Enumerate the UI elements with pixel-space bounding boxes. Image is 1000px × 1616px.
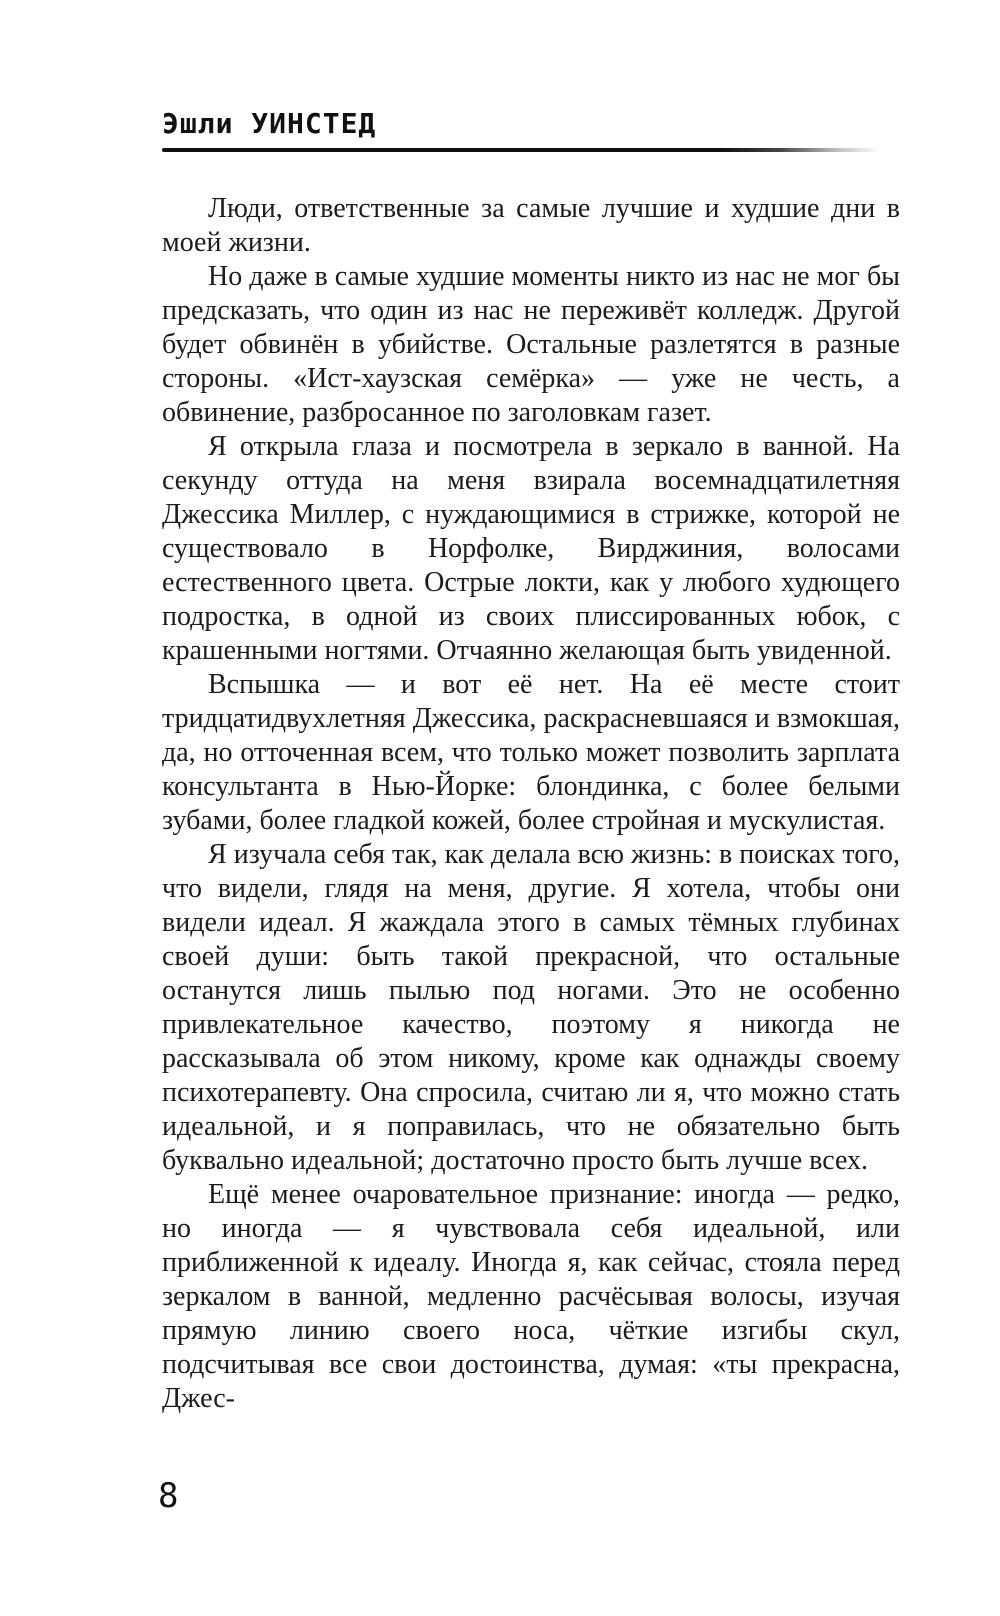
paragraph: Люди, ответственные за самые лучшие и худшие дни в моей жизни. [162,193,900,258]
paragraph: Но даже в самые худшие моменты никто из нас не мог бы предсказать, что один из нас не переживёт колледж. Другой будет обвинён в убийстве. Остальные разлетятся в разные стороны. «Ист-хаузская семёрка» — уже не честь, а обвинение, разбросанное по заголовкам газет. [162,261,900,428]
page-number: 8 [158,1476,179,1516]
paragraph: Ещё менее очаровательное признание: иногда — редко, но иногда — я чувствовала себя идеальной, или приближенной к идеалу. Иногда я, как сейчас, стояла перед зеркалом в ванной, медленно расчёсывая волосы, изучая прямую линию своего носа, чёткие изгибы скул, подсчитывая все свои достоинства, думая: «ты прекрасна, Джес- [162,1179,900,1414]
body-text [162,192,900,1416]
paragraph: Я изучала себя так, как делала всю жизнь: в поисках того, что видели, глядя на меня, другие. Я хотела, чтобы они видели идеал. Я жаждала этого в самых тёмных глубинах своей души: быть такой прекрасной, что остальные останутся лишь пылью под ногами. Это не особенно привлекательное качество, поэтому я никогда не рассказывала об этом никому, кроме как однажды своему психотерапевту. Она спросила, считаю ли я, что можно стать идеальной, и я поправилась, что не обязательно быть буквально идеальной; достаточно просто быть лучше всех. [162,839,900,1176]
running-head-author: Эшли УИНСТЕД [162,107,377,140]
paragraph: Вспышка — и вот её нет. На её месте стоит тридцатидвухлетняя Джессика, раскрасневшаяся и взмокшая, да, но отточенная всем, что только может позволить зарплата консультанта в Нью-Йорке: блондинка, с более белыми зубами, более гладкой кожей, более стройная и мускулистая. [162,669,900,836]
header-rule [162,148,880,152]
paragraph: Я открыла глаза и посмотрела в зеркало в ванной. На секунду оттуда на меня взирала восемнадцатилетняя Джессика Миллер, с нуждающимися в стрижке, которой не существовало в Норфолке, Вирджиния, волосами естественного цвета. Острые локти, как у любого худющего подростка, в одной из своих плиссированных юбок, с крашенными ногтями. Отчаянно желающая быть увиденной. [162,431,900,666]
